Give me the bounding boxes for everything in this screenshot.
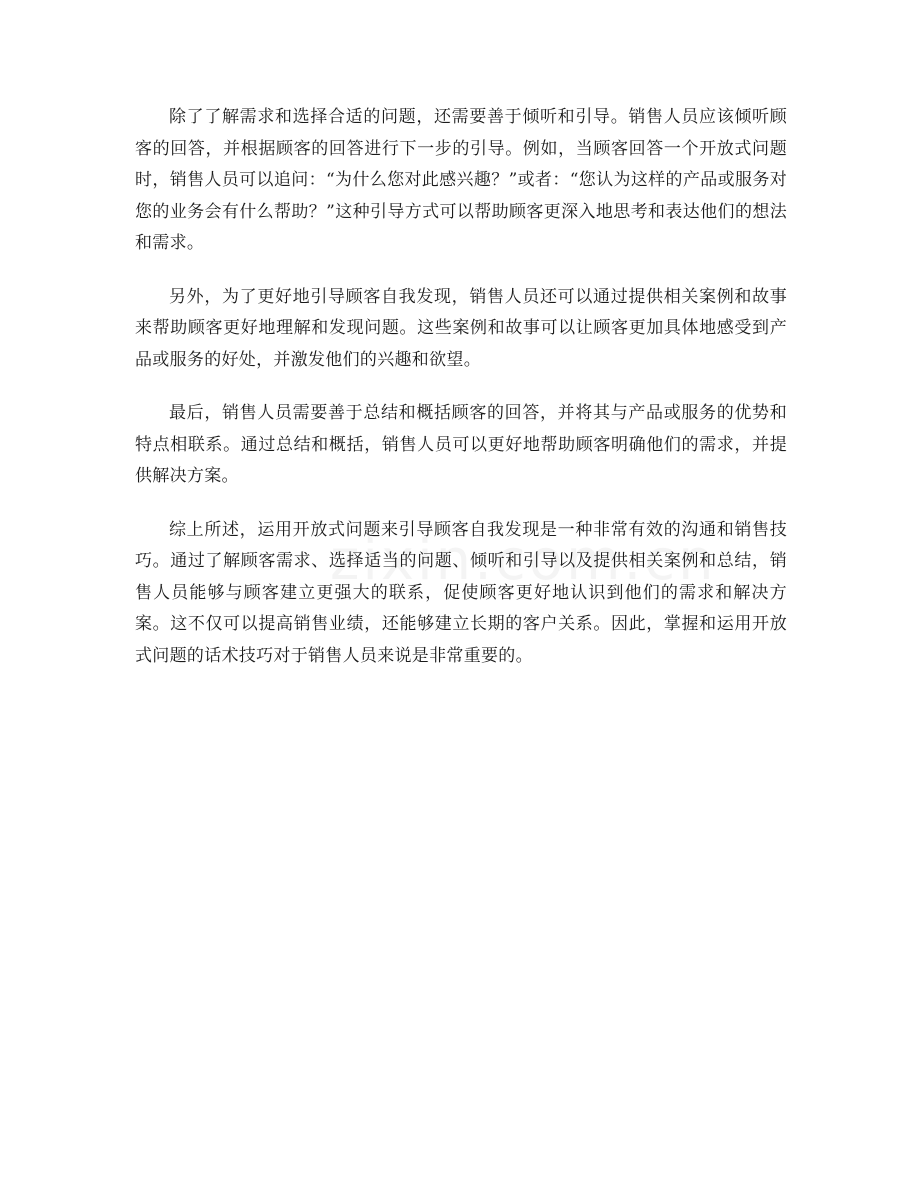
paragraph-2: 另外，为了更好地引导顾客自我发现，销售人员还可以通过提供相关案例和故事来帮助顾客更好地理解和发现问题。这些案例和故事可以让顾客更加具体地感受到产品或服务的好处，并激发他们的兴趣和欲望。 xyxy=(135,286,787,370)
paragraph-4: 综上所述，运用开放式问题来引导顾客自我发现是一种非常有效的沟通和销售技巧。通过了解顾客需求、选择适当的问题、倾听和引导以及提供相关案例和总结，销售人员能够与顾客建立更强大的联系，促使顾客更好地认识到他们的需求和解决方案。这不仅可以提高销售业绩，还能够建立长期的客户关系。因此，掌握和运用开放式问题的话术技巧对于销售人员来说是非常重要的。 xyxy=(135,519,787,666)
document-body xyxy=(135,102,787,694)
paragraph-3: 最后，销售人员需要善于总结和概括顾客的回答，并将其与产品或服务的优势和特点相联系。通过总结和概括，销售人员可以更好地帮助顾客明确他们的需求，并提供解决方案。 xyxy=(135,403,787,486)
paragraph-1: 除了了解需求和选择合适的问题，还需要善于倾听和引导。销售人员应该倾听顾客的回答，并根据顾客的回答进行下一步的引导。例如，当顾客回答一个开放式问题时，销售人员可以追问：“为什么您对此感兴趣？”或者：“您认为这样的产品或服务对您的业务会有什么帮助？”这种引导方式可以帮助顾客更深入地思考和表达他们的想法和需求。 xyxy=(135,107,787,253)
